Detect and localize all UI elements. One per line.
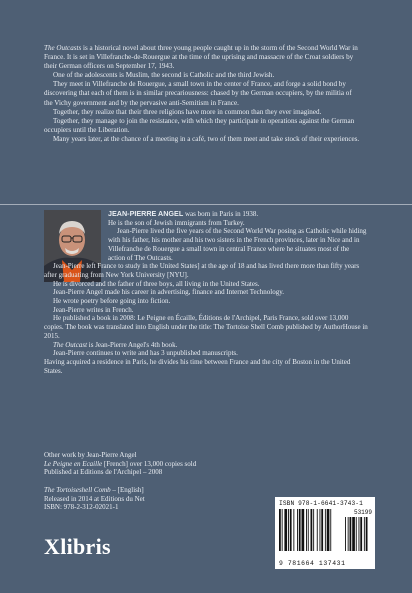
synopsis-paragraph: Together, they realize that their three religions have more in common than they ever imagined. <box>53 107 322 116</box>
spacer <box>44 477 284 486</box>
work-entry: Le Peigne en Ecaille [French] over 13,000 copies sold <box>44 459 197 468</box>
synopsis-paragraph: One of the adolescents is Muslim, the second is Catholic and the third Jewish. <box>53 71 275 80</box>
work-publisher: Published at Editions de l'Archipel – 2008 <box>44 468 163 477</box>
bio-paragraph: Jean-Pierre writes in French. <box>53 305 134 314</box>
bio-paragraph: Jean-Pierre lived the five years of the Second World War posing as Catholic while hiding with his father, his mother and his two sisters in the French provinces, later in Nice and in Villefranche de Rouergue a small town in central France where he situates most of the action of The Outcasts. <box>108 227 367 262</box>
other-works <box>44 451 284 512</box>
synopsis-paragraph: Together, they manage to join the resistance, with which they participate in operations against the German occupiers until the Liberation. <box>44 116 355 134</box>
synopsis <box>44 44 362 144</box>
synopsis-paragraph: Many years later, at the chance of a meeting in a café, two of them meet and take stock of their experiences. <box>53 134 360 143</box>
publisher-logo: Xlibris <box>44 534 111 559</box>
bio-paragraph: He wrote poetry before going into fiction. <box>53 297 171 306</box>
bio-paragraph: He published a book in 2008: Le Peigne en Écaille, Éditions de l'Archipel, Paris France, sold over 13,000 copies. The book was translated into English under the title: The Tortoise Shell Comb published by AuthorHouse in 2015. <box>44 314 368 340</box>
synopsis-paragraph: The Outcasts is a historical novel about three young people caught up in the storm of the Second World War in France. It is set in Villefranche-de-Rouergue at the time of the uprising and massacre of the Croat soldiers by their German officers on September 17, 1943. <box>44 44 358 71</box>
bio-paragraph: He is the son of Jewish immigrants from Turkey. <box>108 218 245 227</box>
work-isbn: ISBN: 978-2-312-02021-1 <box>44 503 119 512</box>
section-divider <box>0 204 412 205</box>
barcode-addon-number: 53199 <box>353 509 372 516</box>
work-entry: The Tortoiseshell Comb – [English] <box>44 485 144 494</box>
bio-paragraph: JEAN-PIERRE ANGEL was born in Paris in 1938. <box>108 209 259 218</box>
bio-paragraph: He is divorced and the father of three boys, all living in the United States. <box>53 279 260 288</box>
barcode <box>275 497 375 569</box>
bio-paragraph: Jean-Pierre Angel made his career in advertising, finance and Internet Technology. <box>53 288 285 297</box>
author-name: JEAN-PIERRE ANGEL <box>108 209 184 218</box>
work-publisher: Released in 2014 at Editions du Net <box>44 494 145 503</box>
synopsis-paragraph: They meet in Villefranche de Rouergue, a small town in the center of France, and forge a solid bond by discovering that each of them is in similar precariousness: chased by the German occupiers, by the militia of the Vichy government and by the pervasive anti-Semitism in France. <box>44 80 352 107</box>
other-works-heading: Other work by Jean-Pierre Angel <box>44 451 137 459</box>
author-bio <box>44 210 368 375</box>
bio-paragraph: Jean-Pierre left France to study in the United States] at the age of 18 and has lived there more than fifty years after graduating from New York University [NYU]. <box>44 262 360 279</box>
book-title: The Outcasts <box>44 44 82 52</box>
bio-paragraph: Having acquired a residence in Paris, he divides his time between France and the city of Boston in the United States. <box>44 357 351 375</box>
barcode-bars-icon <box>279 509 371 555</box>
isbn-text: ISBN 978-1-6641-3743-1 <box>279 500 363 507</box>
bio-paragraph: Jean-Pierre continues to write and has 3 unpublished manuscripts. <box>53 349 238 358</box>
bio-paragraph: The Outcast is Jean-Pierre Angel's 4th book. <box>53 340 178 349</box>
ean-text: 9 781664 137431 <box>279 560 346 567</box>
